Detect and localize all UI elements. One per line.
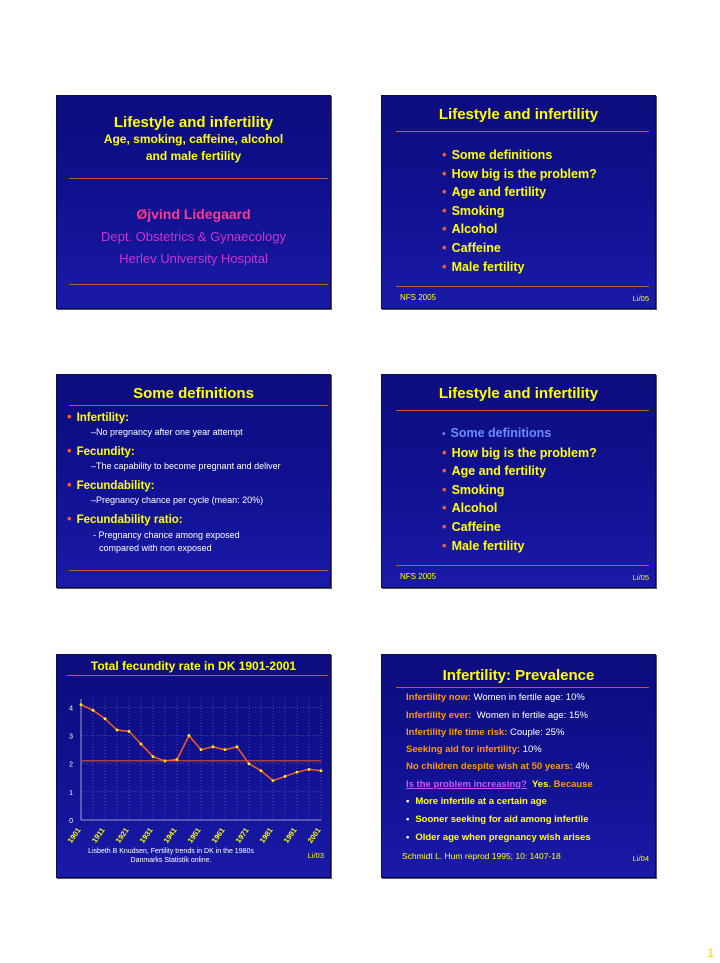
- x-tick-label: 1971: [233, 825, 251, 845]
- slide-title: Total fecundity rate in DK 1901-2001: [90, 659, 297, 673]
- slide-title: Lifestyle and infertility: [113, 114, 274, 131]
- footer-right: Li/04: [632, 854, 649, 863]
- footer-right: Li/05: [632, 573, 649, 582]
- data-point: [224, 748, 227, 751]
- y-tick-label: 1: [69, 789, 73, 797]
- slide-title: Lifestyle and infertility: [438, 106, 599, 123]
- x-tick-label: 1931: [137, 825, 155, 845]
- citation: Schmidt L. Hum reprod 1995; 10: 1407-18: [402, 851, 561, 861]
- y-tick-label: 3: [69, 733, 73, 741]
- bullet-item: • Sooner seeking for aid among infertile: [406, 814, 589, 825]
- data-point: [176, 758, 179, 761]
- divider: [67, 675, 328, 676]
- source-line1: Lisbeth B Knudsen, Fertility trends in DK in the 1980s: [88, 848, 254, 855]
- data-point: [308, 768, 311, 771]
- slide-title: Some definitions: [133, 385, 254, 402]
- slide-3: [56, 374, 331, 588]
- divider: [396, 565, 649, 566]
- divider: [396, 131, 649, 132]
- divider: [396, 410, 649, 411]
- x-tick-label: 1921: [113, 825, 131, 845]
- definition-term: • Fecundity:: [67, 443, 135, 458]
- slide-title: Infertility: Prevalence: [442, 667, 595, 684]
- prevalence-line: Infertility ever: Women in fertile age: 15%: [406, 710, 588, 721]
- list-item: • Some definitions: [442, 426, 552, 440]
- divider: [396, 687, 649, 688]
- definition-term: • Fecundability ratio:: [67, 511, 183, 526]
- slide-subtitle-line1: Age, smoking, caffeine, alcohol: [103, 132, 284, 146]
- slide-5: [56, 654, 331, 878]
- page-number: 1: [707, 946, 714, 960]
- data-point: [260, 769, 263, 772]
- footer-left: NFS 2005: [400, 293, 437, 302]
- data-point: [128, 730, 131, 733]
- hospital: Herlev University Hospital: [119, 251, 268, 266]
- divider: [69, 570, 328, 571]
- list-item: • How big is the problem?: [442, 445, 597, 460]
- question-line: Is the problem increasing? Yes. Because: [406, 779, 593, 790]
- data-point: [140, 743, 143, 746]
- x-tick-label: 1941: [161, 825, 179, 845]
- data-point: [212, 745, 215, 748]
- divider: [69, 405, 328, 406]
- department: Dept. Obstetrics & Gynaecology: [101, 229, 286, 244]
- slide-4: [381, 374, 656, 588]
- data-point: [200, 748, 203, 751]
- divider: [69, 284, 328, 285]
- list-item: • Alcohol: [442, 221, 498, 236]
- prevalence-line: Seeking aid for infertility: 10%: [406, 744, 542, 755]
- list-item: • Caffeine: [442, 519, 501, 534]
- x-tick-label: 1991: [281, 825, 299, 845]
- data-point: [104, 717, 107, 720]
- slide-1: [56, 95, 331, 309]
- author-name: Øjvind Lidegaard: [136, 206, 251, 222]
- list-item: • Alcohol: [442, 500, 498, 515]
- fecundity-line-chart: [57, 677, 330, 867]
- slide-6: [381, 654, 656, 878]
- y-tick-label: 2: [69, 761, 73, 769]
- footer-right: Li/05: [632, 294, 649, 303]
- x-tick-label: 1981: [257, 825, 275, 845]
- definition-term: • Fecundability:: [67, 477, 155, 492]
- list-item: • Age and fertility: [442, 184, 547, 199]
- slide-subtitle-line2: and male fertility: [145, 149, 242, 163]
- x-tick-label: 1911: [89, 825, 107, 845]
- y-tick-label: 0: [69, 818, 73, 825]
- bullet-item: • Older age when pregnancy wish arises: [406, 832, 591, 843]
- series-line: [81, 705, 321, 781]
- prevalence-line: Infertility life time risk: Couple: 25%: [406, 727, 565, 738]
- data-point: [164, 760, 167, 763]
- definition-text: - Pregnancy chance among exposed: [93, 530, 240, 540]
- data-point: [116, 729, 119, 732]
- list-item: • Male fertility: [442, 259, 525, 274]
- slide-title: Lifestyle and infertility: [438, 385, 599, 402]
- list-item: • Age and fertility: [442, 463, 547, 478]
- y-tick-label: 4: [69, 705, 73, 713]
- list-item: • Male fertility: [442, 538, 525, 553]
- slide-2: [381, 95, 656, 309]
- definition-term: • Infertility:: [67, 409, 129, 424]
- data-point: [92, 709, 95, 712]
- prevalence-line: No children despite wish at 50 years: 4%: [406, 761, 590, 772]
- list-item: • Caffeine: [442, 240, 501, 255]
- definition-text: compared with non exposed: [99, 543, 212, 553]
- data-point: [236, 745, 239, 748]
- divider: [69, 178, 328, 179]
- data-point: [296, 771, 299, 774]
- list-item: • Some definitions: [442, 147, 553, 162]
- data-point: [188, 734, 191, 737]
- definition-text: –The capability to become pregnant and deliver: [91, 461, 281, 471]
- definition-text: –Pregnancy chance per cycle (mean: 20%): [91, 495, 264, 505]
- footer-left: NFS 2005: [400, 572, 437, 581]
- divider: [396, 286, 649, 287]
- list-item: • How big is the problem?: [442, 166, 597, 181]
- list-item: • Smoking: [442, 482, 505, 497]
- definition-text: –No pregnancy after one year attempt: [91, 427, 243, 437]
- prevalence-line: Infertility now: Women in fertile age: 10%: [406, 692, 585, 703]
- x-tick-label: 1951: [185, 825, 203, 845]
- footer-right: Li/03: [307, 851, 324, 860]
- data-point: [320, 769, 323, 772]
- x-tick-label: 1901: [65, 825, 83, 845]
- source-line2: Danmarks Statistik online.: [130, 857, 212, 864]
- data-point: [80, 703, 83, 706]
- x-tick-label: 2001: [305, 825, 323, 845]
- list-item: • Smoking: [442, 203, 505, 218]
- data-point: [152, 755, 155, 758]
- data-point: [284, 775, 287, 778]
- bullet-item: • More infertile at a certain age: [406, 796, 547, 807]
- data-point: [248, 762, 251, 765]
- x-tick-label: 1961: [209, 825, 227, 845]
- data-point: [272, 779, 275, 782]
